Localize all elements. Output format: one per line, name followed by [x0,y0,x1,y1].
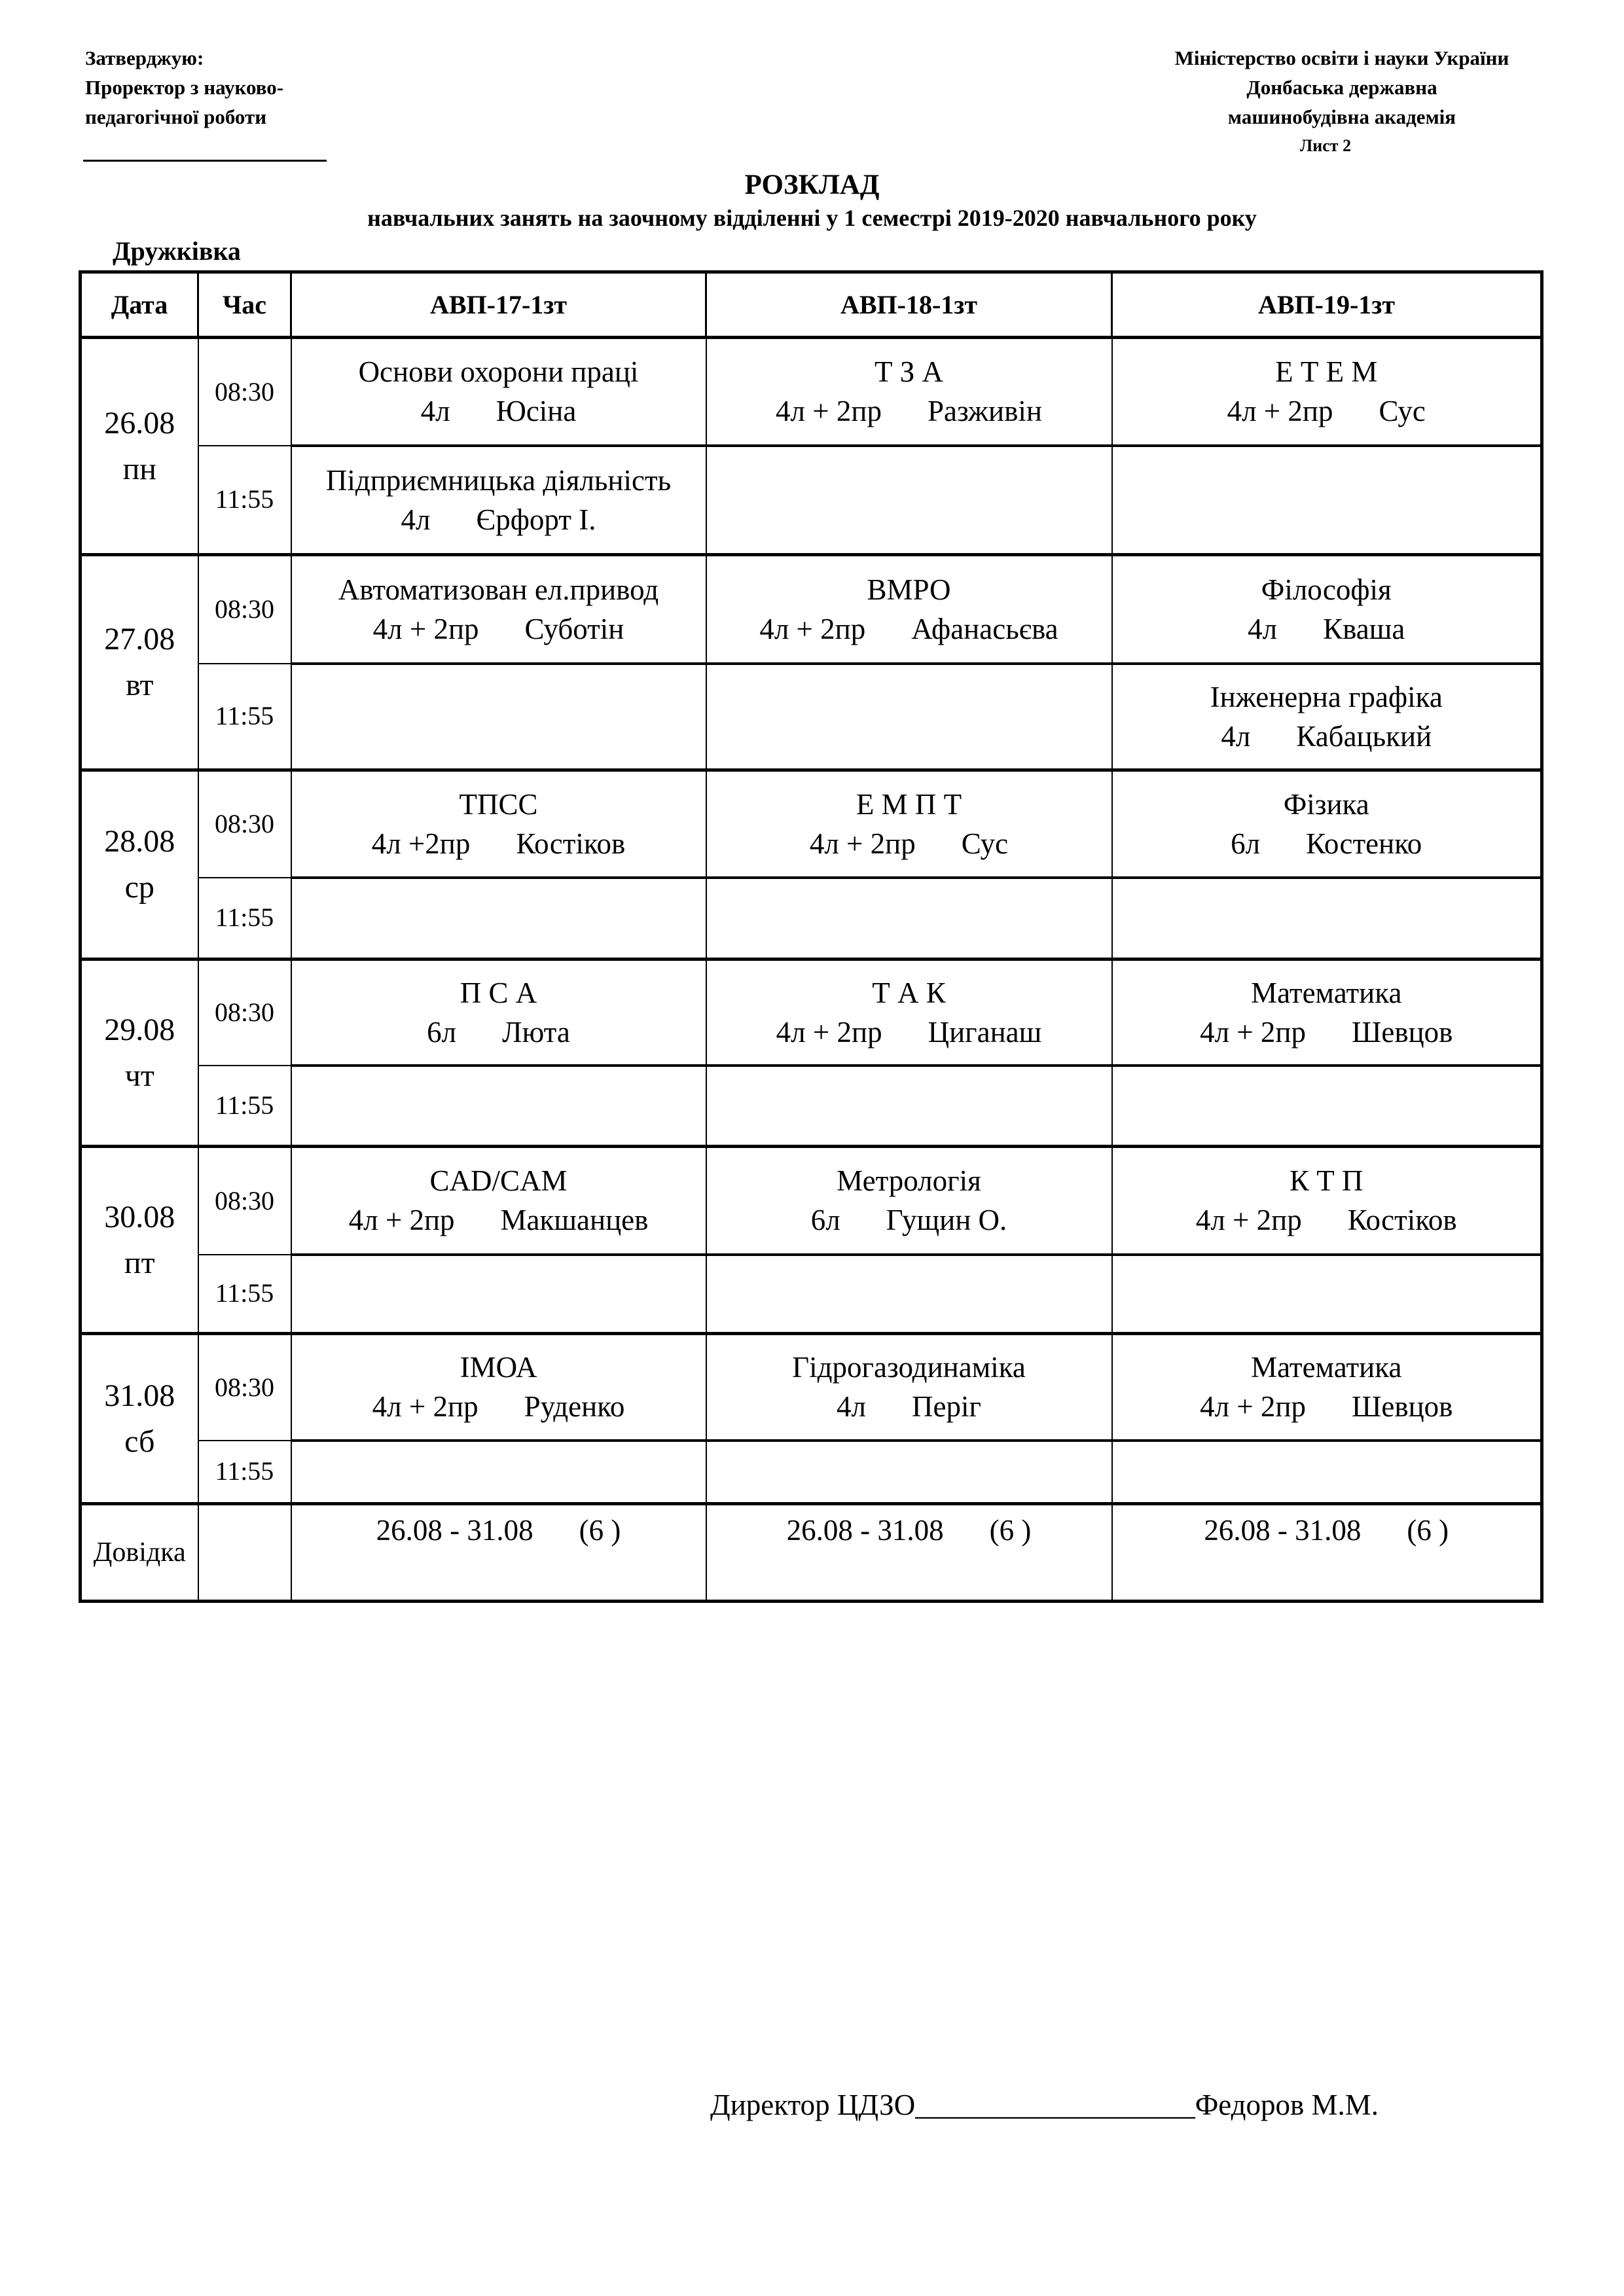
lesson-teacher: Костіков [1347,1204,1457,1237]
table-row [81,1147,1542,1255]
weekday: ср [124,870,154,905]
lesson-details [707,1200,1111,1240]
lesson-cell [291,1147,706,1255]
time-cell: 08:30 [198,960,291,1066]
lesson-subject: Основи охорони праці [358,355,639,389]
approval-position-cont: педагогічної роботи [85,105,267,128]
lesson-details [292,609,706,649]
date: 26.08 [104,405,175,440]
lesson-hours: 6л [427,1015,457,1049]
lesson-hours: 4л + 2пр [372,612,479,645]
date-cell [81,960,198,1147]
lesson-teacher: Разживін [927,395,1042,428]
lesson-details [292,391,706,431]
lesson-subject: ВМРО [867,573,951,606]
lesson-subject: Фізика [1283,787,1369,821]
lesson-cell [291,1334,706,1441]
summary-count: (6 ) [579,1514,621,1547]
lesson-details [292,1200,706,1240]
date-cell [81,338,198,555]
lesson-cell [706,1255,1112,1334]
lesson-teacher: Шевцов [1351,1015,1453,1049]
lesson-details [1113,717,1541,756]
schedule-table [79,270,1543,1603]
footer-summary [291,1504,706,1602]
lesson-teacher: Кваша [1323,612,1405,645]
table-row [81,555,1542,664]
page-title: РОЗКЛАД [744,170,880,200]
lesson-details [1113,1200,1541,1240]
header-row [81,272,1542,338]
lesson-hours: 4л + 2пр [372,1390,478,1424]
lesson-hours: 4л + 2пр [1227,395,1333,428]
lesson-hours: 4л + 2пр [348,1204,455,1237]
weekday: чт [124,1058,154,1093]
lesson-subject: Філософія [1261,573,1392,606]
lesson-cell [706,960,1112,1066]
lesson-cell [1112,1334,1542,1441]
lesson-cell [706,770,1112,878]
lesson-details [707,1387,1111,1426]
date-cell [81,770,198,960]
lesson-cell [291,664,706,770]
weekday: пн [122,451,156,486]
time-cell: 11:55 [198,1255,291,1334]
city-label: Дружківка [113,236,241,266]
lesson-cell [291,1441,706,1504]
weekday: пт [124,1245,155,1280]
lesson-teacher: Гущин О. [886,1204,1007,1237]
time-cell: 11:55 [198,878,291,960]
time-cell: 11:55 [198,664,291,770]
summary-period: 26.08 - 31.08 [786,1514,944,1547]
approval-block [85,43,283,132]
lesson-hours: 4л +2пр [371,827,471,860]
summary-count: (6 ) [989,1514,1032,1547]
lesson-teacher: Сус [1379,395,1426,428]
lesson-cell [291,878,706,960]
lesson-hours: 4л + 2пр [1200,1390,1306,1424]
lesson-cell [291,960,706,1066]
lesson-hours: 4л [1221,719,1251,753]
summary-period: 26.08 - 31.08 [1204,1514,1362,1547]
time-cell: 11:55 [198,446,291,555]
lesson-cell [291,1066,706,1147]
approval-line: Затверджую: [85,46,204,69]
lesson-teacher: Циганаш [928,1015,1042,1049]
lesson-hours: 4л + 2пр [809,827,916,860]
lesson-subject: Інженерна графіка [1210,680,1443,713]
lesson-cell [706,664,1112,770]
footer-row [81,1504,1542,1602]
lesson-subject: П С А [460,976,537,1009]
lesson-teacher: Афанасьєва [911,612,1058,645]
time-cell: 08:30 [198,338,291,446]
lesson-details [707,1013,1111,1052]
lesson-hours: 4л [837,1390,867,1424]
footer-label: Довідка [81,1504,198,1602]
lesson-cell [1112,1147,1542,1255]
column-header: АВП-17-1зт [291,272,706,338]
lesson-details [1113,609,1541,649]
lesson-details [292,824,706,863]
lesson-hours: 4л + 2пр [776,1015,882,1049]
lesson-cell [291,770,706,878]
lesson-hours: 4л + 2пр [1195,1204,1302,1237]
lesson-teacher: Костіков [516,827,626,860]
lesson-subject: Е М П Т [856,787,962,821]
date: 29.08 [104,1012,175,1047]
lesson-details [292,500,706,539]
lesson-details [1113,824,1541,863]
page-subtitle: навчальних занять на заочному відділенні у 1 семестрі 2019-2020 навчального року [367,205,1257,231]
lesson-subject: Математика [1251,1351,1402,1384]
sheet-number: Лист 2 [1299,136,1352,155]
director-label: Директор ЦДЗО___________________ [710,2089,1195,2121]
lesson-cell [1112,338,1542,446]
lesson-cell [1112,664,1542,770]
institution-block [1113,43,1571,132]
approval-signature-line [83,160,327,162]
table-row [81,1255,1542,1334]
table-row [81,446,1542,555]
lesson-cell [291,446,706,555]
column-header: АВП-19-1зт [1112,272,1542,338]
lesson-teacher: Суботін [524,612,624,645]
time-cell: 08:30 [198,770,291,878]
date-cell [81,555,198,770]
date-cell [81,1147,198,1334]
lesson-hours: 4л + 2пр [776,395,882,428]
director-signature [710,2088,1379,2122]
lesson-subject: CAD/CAM [429,1164,568,1198]
lesson-hours: 4л + 2пр [759,612,866,645]
date: 31.08 [104,1378,175,1413]
lesson-subject: К Т П [1290,1164,1363,1198]
lesson-cell [1112,555,1542,664]
lesson-details [292,1013,706,1052]
lesson-cell [706,1441,1112,1504]
director-name: Федоров М.М. [1195,2089,1379,2121]
lesson-teacher: Люта [502,1015,570,1049]
lesson-teacher: Руденко [524,1390,625,1424]
date: 27.08 [104,622,175,656]
lesson-cell [291,338,706,446]
lesson-subject: Автоматизован ел.привод [338,573,659,606]
lesson-cell [706,1147,1112,1255]
column-header: Дата [81,272,198,338]
lesson-hours: 4л [401,503,431,536]
lesson-cell [706,1066,1112,1147]
table-row [81,1066,1542,1147]
date-cell [81,1334,198,1504]
lesson-teacher: Сус [961,827,1009,860]
lesson-cell [1112,1255,1542,1334]
time-cell: 08:30 [198,555,291,664]
lesson-teacher: Єрфорт І. [476,503,596,536]
lesson-cell [291,1255,706,1334]
lesson-cell [1112,960,1542,1066]
lesson-subject: Гідрогазодинаміка [792,1351,1026,1384]
lesson-details [292,1387,706,1426]
weekday: вт [126,668,154,702]
lesson-subject: Т А К [872,976,946,1009]
lesson-details [1113,1013,1541,1052]
time-cell: 08:30 [198,1334,291,1441]
lesson-subject: Підприємницька діяльність [325,463,672,497]
footer-summary [706,1504,1112,1602]
lesson-cell [706,338,1112,446]
institution-name-cont: машинобудівна академія [1227,105,1456,128]
lesson-details [1113,391,1541,431]
lesson-teacher: Юсіна [496,395,577,428]
column-header: Час [198,272,291,338]
table-row [81,770,1542,878]
lesson-cell [706,1334,1112,1441]
date: 28.08 [104,824,175,859]
footer-summary [1112,1504,1542,1602]
weekday: сб [124,1424,155,1459]
lesson-details [707,391,1111,431]
table-row [81,1334,1542,1441]
summary-period: 26.08 - 31.08 [376,1514,533,1547]
lesson-cell [291,555,706,664]
lesson-cell [1112,1066,1542,1147]
lesson-details [707,824,1111,863]
lesson-cell [1112,446,1542,555]
lesson-teacher: Періг [912,1390,981,1424]
lesson-hours: 6л [810,1204,840,1237]
lesson-cell [706,446,1112,555]
time-cell: 11:55 [198,1066,291,1147]
lesson-teacher: Костенко [1306,827,1422,860]
time-cell: 11:55 [198,1441,291,1504]
lesson-subject: Е Т Е М [1275,355,1378,389]
lesson-hours: 4л + 2пр [1200,1015,1306,1049]
lesson-subject: Математика [1251,976,1402,1009]
time-cell: 08:30 [198,1147,291,1255]
lesson-cell [1112,878,1542,960]
lesson-teacher: Шевцов [1351,1390,1453,1424]
lesson-cell [1112,770,1542,878]
lesson-subject: Метрологія [837,1164,981,1198]
footer-empty [198,1504,291,1602]
lesson-subject: Т З А [874,355,944,389]
summary-count: (6 ) [1407,1514,1449,1547]
lesson-hours: 4л [1248,612,1278,645]
table-row [81,664,1542,770]
lesson-hours: 4л [420,395,450,428]
lesson-subject: ІМОА [460,1351,537,1384]
lesson-cell [706,555,1112,664]
lesson-details [707,609,1111,649]
table-row [81,338,1542,446]
date: 30.08 [104,1199,175,1234]
lesson-cell [1112,1441,1542,1504]
lesson-teacher: Кабацький [1296,719,1432,753]
approval-position: Проректор з науково- [85,76,284,99]
lesson-teacher: Макшанцев [500,1204,649,1237]
institution-name: Донбаська державна [1246,76,1437,99]
ministry: Міністерство освіти і науки України [1174,46,1509,69]
table-row [81,960,1542,1066]
lesson-subject: ТПСС [459,787,538,821]
column-header: АВП-18-1зт [706,272,1112,338]
lesson-cell [706,878,1112,960]
table-row [81,878,1542,960]
lesson-hours: 6л [1231,827,1261,860]
lesson-details [1113,1387,1541,1426]
table-row [81,1441,1542,1504]
